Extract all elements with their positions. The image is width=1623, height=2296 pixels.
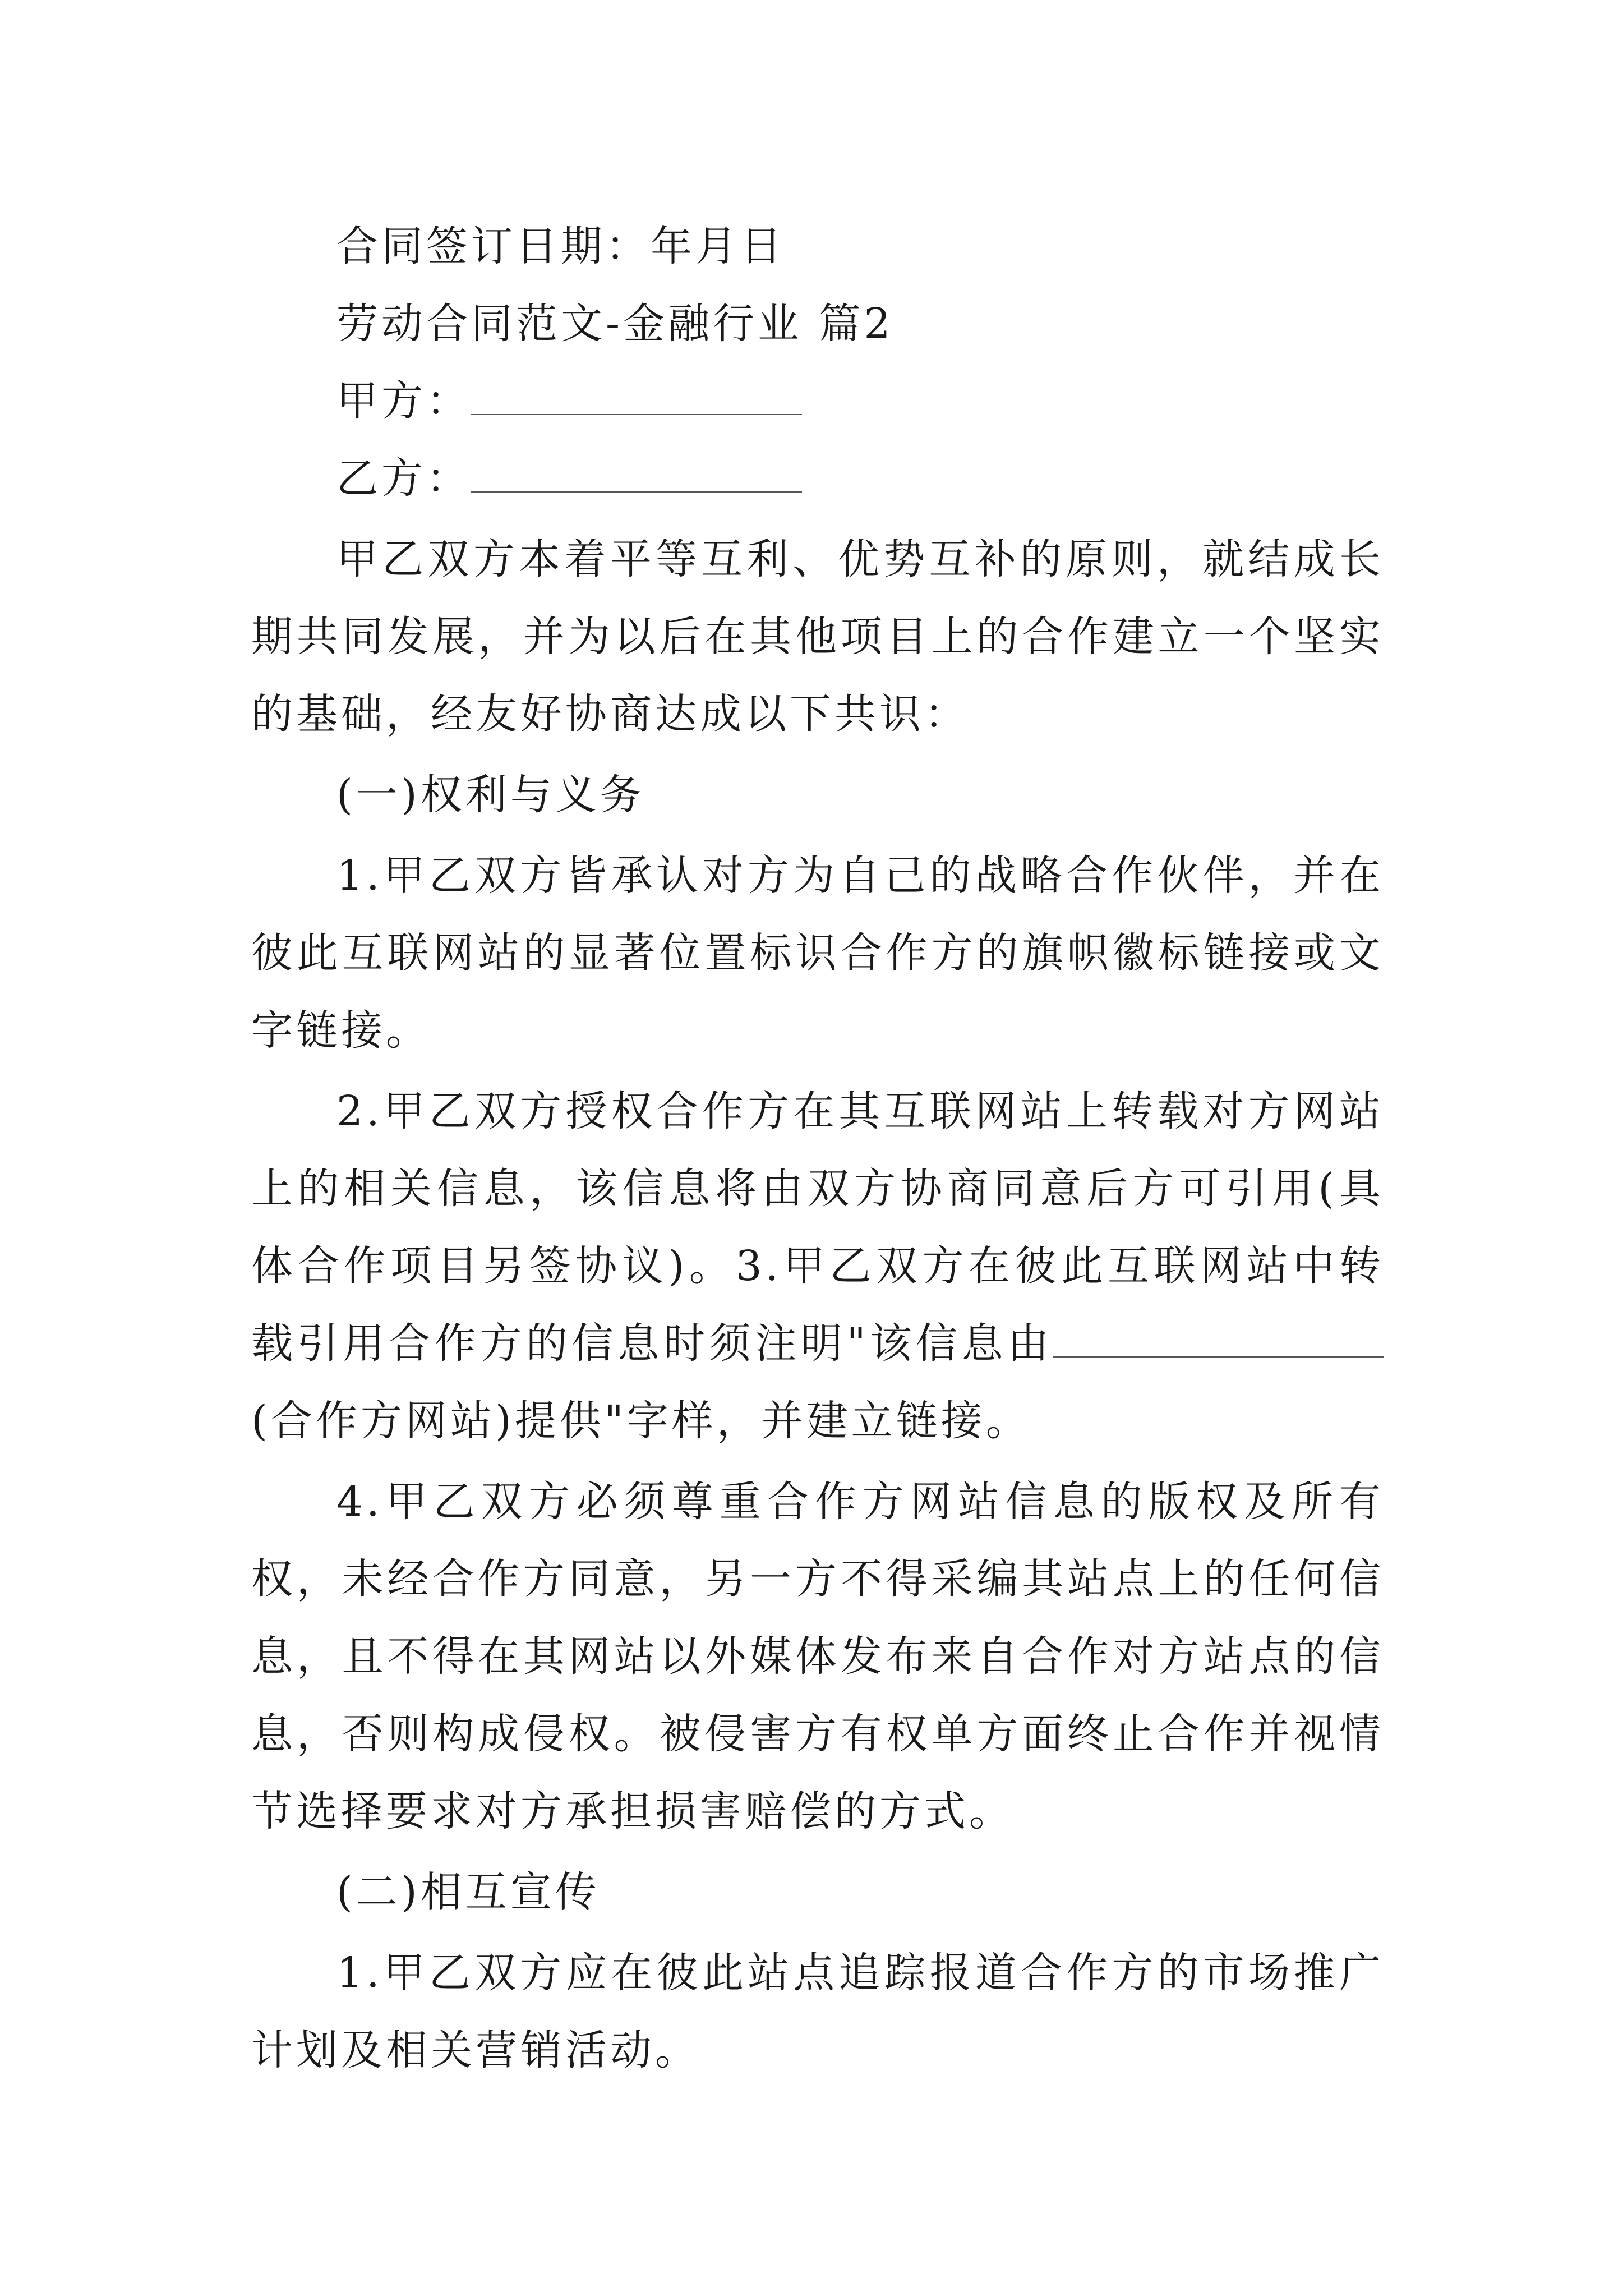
clause-2-1: 1.甲乙双方应在彼此站点追踪报道合作方的市场推广计划及相关营销活动。 [251, 1949, 1384, 2074]
signing-date: 合同签订日期：年月日 [336, 222, 785, 270]
party-a-label: 甲方： [336, 377, 471, 425]
clause-1-4: 4.甲乙双方必须尊重合作方网站信息的版权及所有权，未经合作方同意，另一方不得采编其站点上的任何信息，且不得在其网站以外媒体发布来自合作对方站点的信息，否则构成侵权。被侵害方有权单方面终止合作并视情节选择要求对方承担损害赔偿的方式。 [251, 1478, 1384, 1835]
party-b-label: 乙方： [336, 454, 471, 503]
clause-1-2 [251, 1073, 1384, 1460]
website-blank [1053, 1323, 1384, 1358]
clause-1-1: 1.甲乙双方皆承认对方为自己的战略合作伙伴，并在彼此互联网站的显著位置标识合作方的旗帜徽标链接或文字链接。 [251, 852, 1384, 1055]
party-b-line [251, 440, 1384, 517]
clause-1-2-part1: 2.甲乙双方授权合作方在其互联网站上转载对方网站上的相关信息，该信息将由双方协商同意后方可引用(具体合作项目另签协议)。3.甲乙双方在彼此互联网站中转载引用合作方的信息时须注明"该信息由 [251, 1087, 1384, 1368]
intro-paragraph: 甲乙双方本着平等互利、优势互补的原则，就结成长期共同发展，并为以后在其他项目上的合作建立一个坚实的基础，经友好协商达成以下共识： [251, 535, 1384, 738]
document-body [251, 208, 1384, 2089]
party-a-blank [471, 380, 802, 415]
document-heading: 劳动合同范文-金融行业 篇2 [336, 300, 894, 348]
section-2-title: (二)相互宣传 [336, 1868, 600, 1916]
clause-1-2-part2: (合作方网站)提供"字样，并建立链接。 [251, 1397, 1031, 1445]
party-b-blank [471, 458, 802, 493]
section-1-title: (一)权利与义务 [336, 771, 645, 819]
party-a-line [251, 362, 1384, 440]
